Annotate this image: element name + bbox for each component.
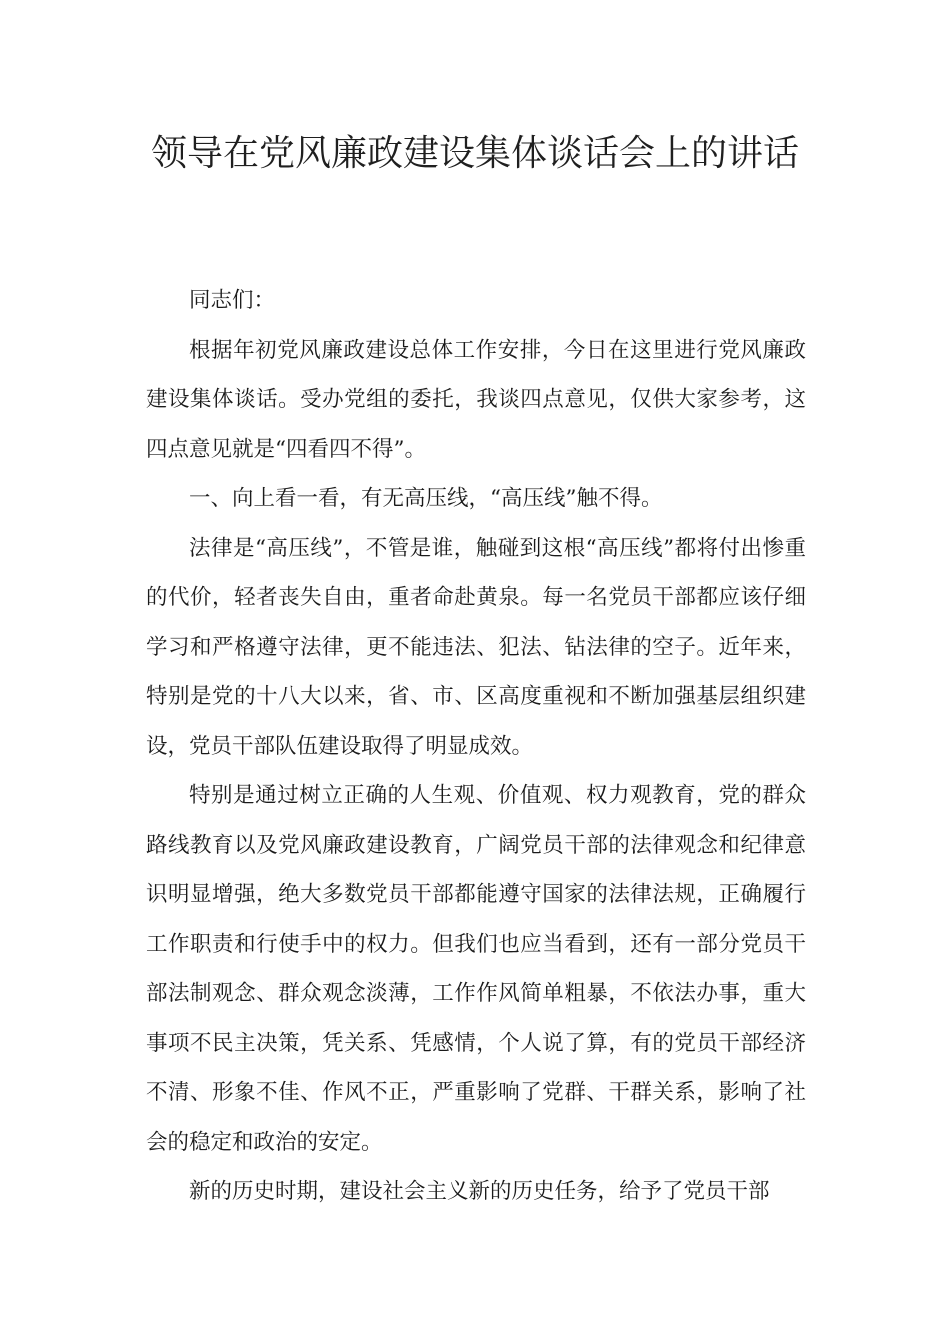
body-paragraph: 新的历史时期，建设社会主义新的历史任务，给予了党员干部 [189, 1179, 770, 1204]
document-body [146, 276, 806, 1217]
body-paragraph: 法律是“高压线”，不管是谁，触碰到这根“高压线”都将付出惨重的代价，轻者丧失自由，重者命赴黄泉。每一名党员干部都应该仔细学习和严格遵守法律，更不能违法、犯法、钻法律的空子。近年来，特别是党的十八大以来，省、市、区高度重视和不断加强基层组织建设，党员干部队伍建设取得了明显成效。 [146, 535, 806, 759]
section-heading-1: 一、向上看一看，有无高压线，“高压线”触不得。 [189, 486, 663, 511]
salutation-paragraph: 同志们： [189, 288, 276, 313]
intro-paragraph: 根据年初党风廉政建设总体工作安排，今日在这里进行党风廉政建设集体谈话。受办党组的委托，我谈四点意见，仅供大家参考，这四点意见就是“四看四不得”。 [146, 337, 806, 462]
document-title: 领导在党风廉政建设集体谈话会上的讲话 [150, 133, 799, 174]
body-paragraph: 特别是通过树立正确的人生观、价值观、权力观教育，党的群众路线教育以及党风廉政建设教育，广阔党员干部的法律观念和纪律意识明显增强，绝大多数党员干部都能遵守国家的法律法规，正确履行工作职责和行使手中的权力。但我们也应当看到，还有一部分党员干部法制观念、群众观念淡薄，工作作风简单粗暴，不依法办事，重大事项不民主决策，凭关系、凭感情，个人说了算，有的党员干部经济不清、形象不佳、作风不正，严重影响了党群、干群关系，影响了社会的稳定和政治的安定。 [146, 783, 806, 1155]
